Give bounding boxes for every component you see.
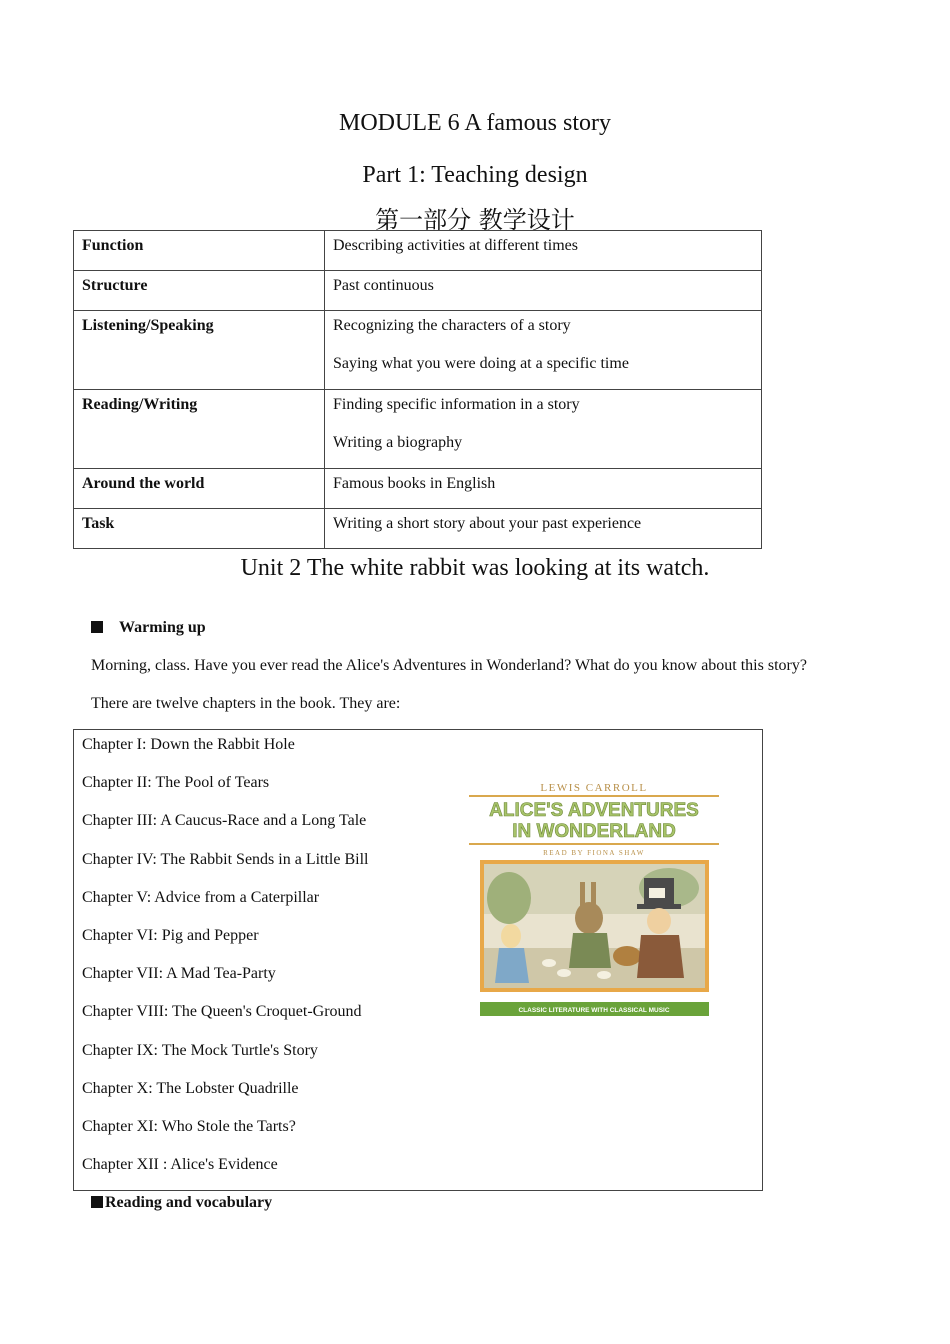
value-line: Recognizing the characters of a story [333, 317, 571, 334]
row-value [325, 390, 762, 469]
value-line: Writing a biography [333, 434, 463, 451]
list-item: Chapter IX: The Mock Turtle's Story [82, 1041, 318, 1059]
cover-reader: READ BY FIONA SHAW [543, 849, 645, 857]
value-line: Writing a short story about your past experience [333, 515, 642, 532]
list-item: Chapter X: The Lobster Quadrille [82, 1079, 299, 1097]
heading-text: Warming up [119, 619, 206, 636]
value-line: Saying what you were doing at a specific time [333, 355, 629, 372]
chapters-box [73, 729, 763, 1191]
heading-text: Reading and vocabulary [105, 1194, 273, 1211]
bullet-square-icon [91, 621, 103, 633]
value-line: Describing activities at different times [333, 237, 578, 254]
row-value [325, 509, 762, 549]
table-row [74, 509, 762, 549]
cover-title-line2: IN WONDERLAND [512, 821, 676, 842]
row-key: Reading/Writing [74, 390, 325, 469]
unit-title: Unit 2 The white rabbit was looking at its watch. [240, 555, 710, 581]
row-value [325, 271, 762, 311]
row-value [325, 311, 762, 390]
teaching-design-table [73, 230, 762, 549]
bullet-square-icon [91, 1196, 103, 1208]
table-row [74, 231, 762, 271]
list-item: Chapter II: The Pool of Tears [82, 774, 270, 792]
value-line: Famous books in English [333, 475, 496, 492]
value-line: Finding specific information in a story [333, 396, 580, 413]
intro-paragraph: Morning, class. Have you ever read the Alice's Adventures in Wonderland? What do you know about this story? [91, 657, 807, 674]
row-key: Around the world [74, 469, 325, 509]
list-item: Chapter III: A Caucus-Race and a Long Tale [82, 812, 367, 830]
reading-vocabulary-heading [91, 1194, 272, 1212]
table-row [74, 271, 762, 311]
list-item: Chapter VIII: The Queen's Croquet-Ground [82, 1003, 362, 1021]
value-line: Past continuous [333, 277, 434, 294]
list-item: Chapter VI: Pig and Pepper [82, 926, 259, 944]
table-row [74, 469, 762, 509]
list-item: Chapter V: Advice from a Caterpillar [82, 888, 320, 906]
table-row [74, 390, 762, 469]
list-item: Chapter XI: Who Stole the Tarts? [82, 1117, 296, 1135]
row-value [325, 231, 762, 271]
row-key: Structure [74, 271, 325, 311]
warming-up-heading [91, 619, 206, 637]
list-item: Chapter XII : Alice's Evidence [82, 1156, 278, 1174]
table-row [74, 311, 762, 390]
cover-banner: CLASSIC LITERATURE WITH CLASSICAL MUSIC [518, 1007, 670, 1014]
row-key: Function [74, 231, 325, 271]
list-item: Chapter VII: A Mad Tea-Party [82, 965, 276, 983]
chapter-list [82, 735, 368, 1193]
part-title-chinese: 第一部分 教学设计 [375, 206, 575, 234]
row-key: Task [74, 509, 325, 549]
book-cover-image [469, 778, 719, 1018]
module-title: MODULE 6 A famous story [339, 110, 611, 136]
list-item: Chapter I: Down the Rabbit Hole [82, 736, 295, 753]
part-title: Part 1: Teaching design [362, 162, 588, 188]
cover-title-line1: ALICE'S ADVENTURES [489, 800, 699, 821]
row-key: Listening/Speaking [74, 311, 325, 390]
row-value [325, 469, 762, 509]
cover-author: LEWIS CARROLL [540, 782, 648, 794]
chapters-intro: There are twelve chapters in the book. They are: [91, 695, 401, 712]
list-item: Chapter IV: The Rabbit Sends in a Little Bill [82, 850, 369, 868]
